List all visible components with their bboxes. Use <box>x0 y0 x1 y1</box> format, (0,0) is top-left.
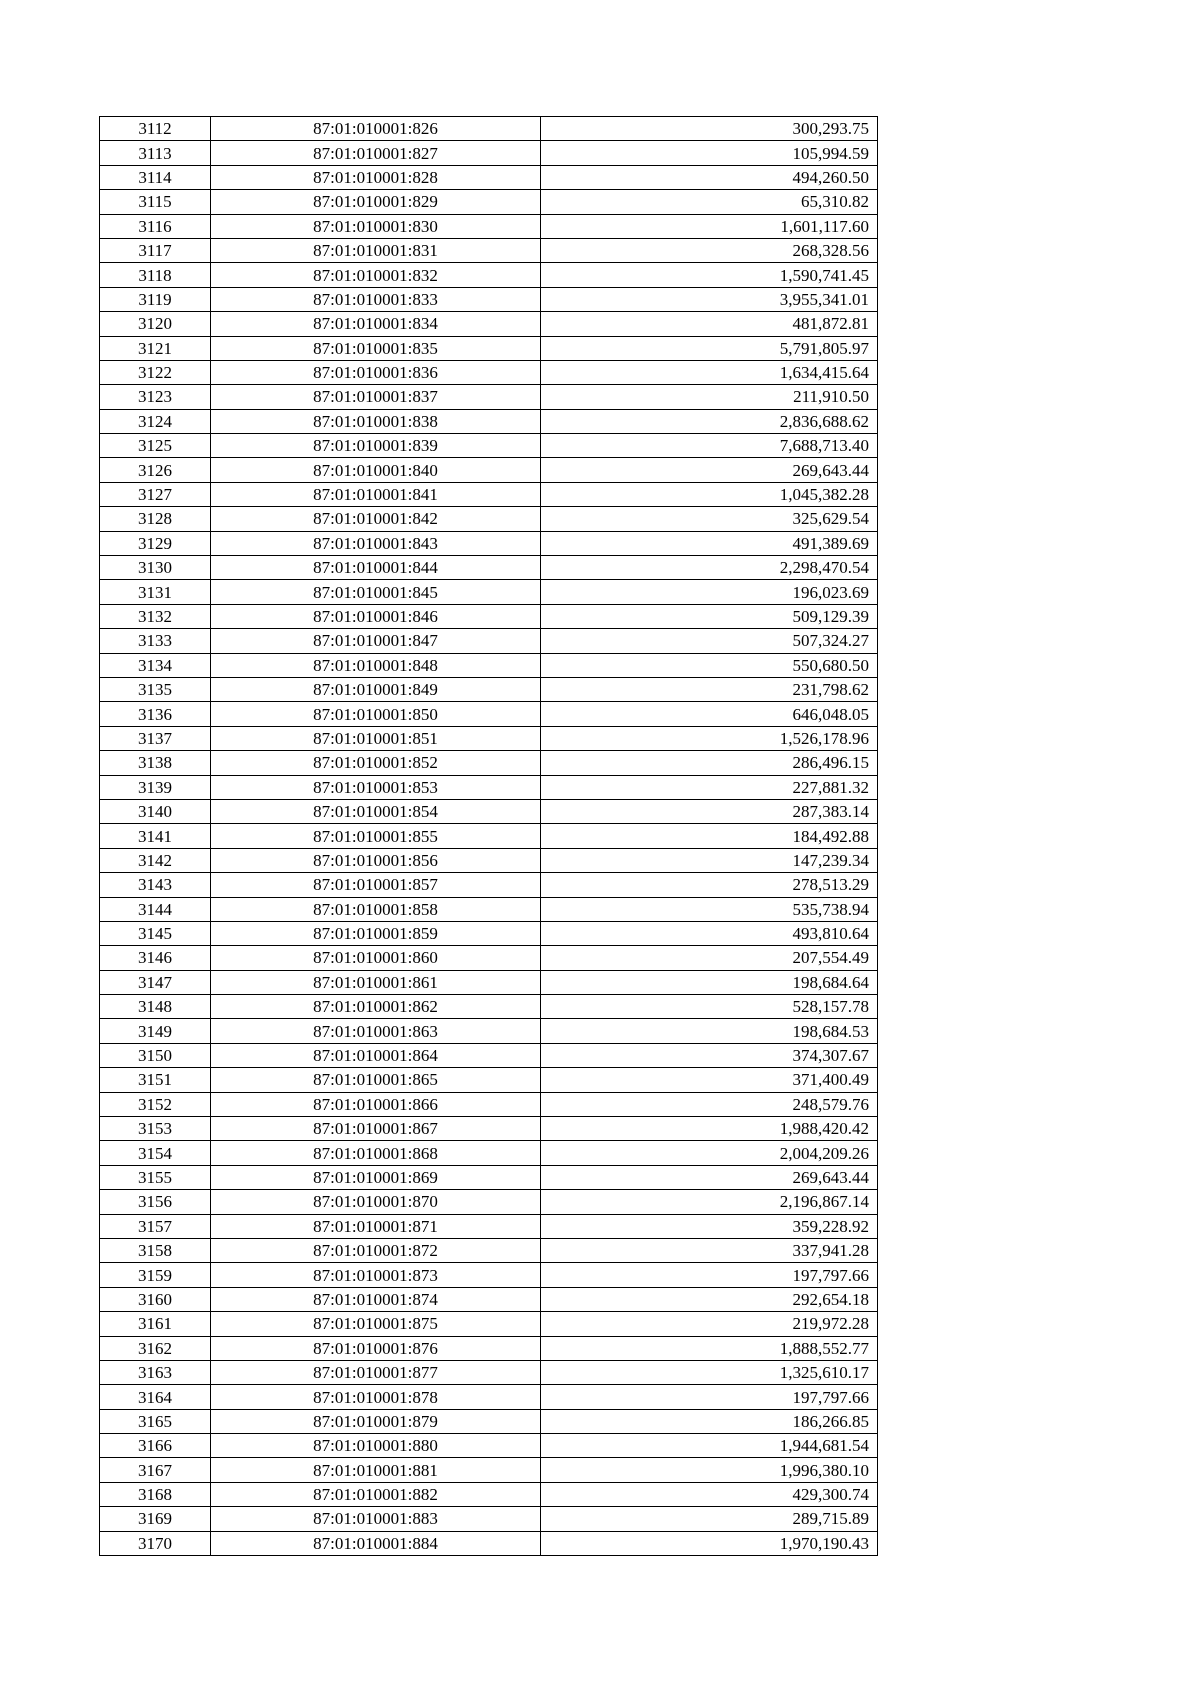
cadastral-number-cell: 87:01:010001:874 <box>211 1287 541 1311</box>
row-number-cell: 3118 <box>100 263 211 287</box>
cadastral-number-cell: 87:01:010001:855 <box>211 824 541 848</box>
row-number-cell: 3121 <box>100 336 211 360</box>
cadastral-number-cell: 87:01:010001:877 <box>211 1360 541 1384</box>
value-cell: 1,601,117.60 <box>541 214 878 238</box>
value-cell: 1,888,552.77 <box>541 1336 878 1360</box>
row-number-cell: 3134 <box>100 653 211 677</box>
row-number-cell: 3164 <box>100 1385 211 1409</box>
cadastral-number-cell: 87:01:010001:839 <box>211 434 541 458</box>
row-number-cell: 3157 <box>100 1214 211 1238</box>
table-row <box>100 677 878 701</box>
value-cell: 1,988,420.42 <box>541 1117 878 1141</box>
row-number-cell: 3160 <box>100 1287 211 1311</box>
value-cell: 429,300.74 <box>541 1482 878 1506</box>
value-cell: 371,400.49 <box>541 1068 878 1092</box>
cadastral-number-cell: 87:01:010001:873 <box>211 1263 541 1287</box>
row-number-cell: 3163 <box>100 1360 211 1384</box>
table-row <box>100 458 878 482</box>
cadastral-number-cell: 87:01:010001:860 <box>211 946 541 970</box>
table-row <box>100 360 878 384</box>
cadastral-number-cell: 87:01:010001:876 <box>211 1336 541 1360</box>
cadastral-number-cell: 87:01:010001:835 <box>211 336 541 360</box>
row-number-cell: 3165 <box>100 1409 211 1433</box>
table-row <box>100 1165 878 1189</box>
table-row <box>100 995 878 1019</box>
value-cell: 7,688,713.40 <box>541 434 878 458</box>
table-row <box>100 336 878 360</box>
row-number-cell: 3117 <box>100 238 211 262</box>
cadastral-number-cell: 87:01:010001:827 <box>211 141 541 165</box>
value-cell: 1,944,681.54 <box>541 1434 878 1458</box>
value-cell: 2,298,470.54 <box>541 556 878 580</box>
table-row <box>100 385 878 409</box>
table-row <box>100 604 878 628</box>
table-row <box>100 1092 878 1116</box>
value-cell: 1,526,178.96 <box>541 726 878 750</box>
value-cell: 197,797.66 <box>541 1385 878 1409</box>
cadastral-number-cell: 87:01:010001:870 <box>211 1190 541 1214</box>
value-cell: 105,994.59 <box>541 141 878 165</box>
cadastral-number-cell: 87:01:010001:830 <box>211 214 541 238</box>
table-row <box>100 580 878 604</box>
value-cell: 248,579.76 <box>541 1092 878 1116</box>
cadastral-number-cell: 87:01:010001:875 <box>211 1312 541 1336</box>
row-number-cell: 3155 <box>100 1165 211 1189</box>
cadastral-value-table <box>99 116 878 1556</box>
table-row <box>100 482 878 506</box>
cadastral-number-cell: 87:01:010001:862 <box>211 995 541 1019</box>
table-row <box>100 653 878 677</box>
cadastral-number-cell: 87:01:010001:852 <box>211 751 541 775</box>
cadastral-number-cell: 87:01:010001:872 <box>211 1238 541 1262</box>
table-row <box>100 629 878 653</box>
row-number-cell: 3115 <box>100 190 211 214</box>
table-row <box>100 1531 878 1555</box>
cadastral-number-cell: 87:01:010001:861 <box>211 970 541 994</box>
cadastral-number-cell: 87:01:010001:868 <box>211 1141 541 1165</box>
row-number-cell: 3127 <box>100 482 211 506</box>
cadastral-number-cell: 87:01:010001:869 <box>211 1165 541 1189</box>
cadastral-number-cell: 87:01:010001:840 <box>211 458 541 482</box>
table-row <box>100 1287 878 1311</box>
cadastral-number-cell: 87:01:010001:847 <box>211 629 541 653</box>
cadastral-number-cell: 87:01:010001:882 <box>211 1482 541 1506</box>
value-cell: 197,797.66 <box>541 1263 878 1287</box>
table-row <box>100 238 878 262</box>
cadastral-number-cell: 87:01:010001:832 <box>211 263 541 287</box>
row-number-cell: 3159 <box>100 1263 211 1287</box>
cadastral-number-cell: 87:01:010001:849 <box>211 677 541 701</box>
value-cell: 325,629.54 <box>541 507 878 531</box>
cadastral-number-cell: 87:01:010001:857 <box>211 873 541 897</box>
table-row <box>100 1141 878 1165</box>
value-cell: 2,196,867.14 <box>541 1190 878 1214</box>
table-row <box>100 312 878 336</box>
value-cell: 2,004,209.26 <box>541 1141 878 1165</box>
cadastral-number-cell: 87:01:010001:879 <box>211 1409 541 1433</box>
value-cell: 1,634,415.64 <box>541 360 878 384</box>
cadastral-number-cell: 87:01:010001:858 <box>211 897 541 921</box>
table-body <box>100 117 878 1556</box>
table-row <box>100 751 878 775</box>
table-row <box>100 1507 878 1531</box>
value-cell: 231,798.62 <box>541 677 878 701</box>
value-cell: 269,643.44 <box>541 458 878 482</box>
table-row <box>100 1263 878 1287</box>
row-number-cell: 3153 <box>100 1117 211 1141</box>
row-number-cell: 3149 <box>100 1019 211 1043</box>
cadastral-number-cell: 87:01:010001:871 <box>211 1214 541 1238</box>
table-row <box>100 897 878 921</box>
row-number-cell: 3140 <box>100 799 211 823</box>
row-number-cell: 3138 <box>100 751 211 775</box>
table-row <box>100 702 878 726</box>
cadastral-number-cell: 87:01:010001:842 <box>211 507 541 531</box>
row-number-cell: 3120 <box>100 312 211 336</box>
row-number-cell: 3154 <box>100 1141 211 1165</box>
value-cell: 219,972.28 <box>541 1312 878 1336</box>
table-row <box>100 1409 878 1433</box>
cadastral-number-cell: 87:01:010001:850 <box>211 702 541 726</box>
value-cell: 287,383.14 <box>541 799 878 823</box>
value-cell: 278,513.29 <box>541 873 878 897</box>
row-number-cell: 3151 <box>100 1068 211 1092</box>
cadastral-number-cell: 87:01:010001:831 <box>211 238 541 262</box>
table-row <box>100 970 878 994</box>
cadastral-number-cell: 87:01:010001:853 <box>211 775 541 799</box>
row-number-cell: 3167 <box>100 1458 211 1482</box>
row-number-cell: 3125 <box>100 434 211 458</box>
cadastral-number-cell: 87:01:010001:856 <box>211 848 541 872</box>
table-row <box>100 214 878 238</box>
row-number-cell: 3137 <box>100 726 211 750</box>
row-number-cell: 3114 <box>100 165 211 189</box>
table-row <box>100 775 878 799</box>
value-cell: 3,955,341.01 <box>541 287 878 311</box>
value-cell: 196,023.69 <box>541 580 878 604</box>
table-row <box>100 1190 878 1214</box>
row-number-cell: 3123 <box>100 385 211 409</box>
row-number-cell: 3130 <box>100 556 211 580</box>
table-row <box>100 1019 878 1043</box>
table-row <box>100 507 878 531</box>
row-number-cell: 3112 <box>100 117 211 141</box>
cadastral-number-cell: 87:01:010001:843 <box>211 531 541 555</box>
row-number-cell: 3139 <box>100 775 211 799</box>
row-number-cell: 3148 <box>100 995 211 1019</box>
row-number-cell: 3170 <box>100 1531 211 1555</box>
row-number-cell: 3129 <box>100 531 211 555</box>
value-cell: 509,129.39 <box>541 604 878 628</box>
table-row <box>100 1312 878 1336</box>
table-row <box>100 1385 878 1409</box>
cadastral-number-cell: 87:01:010001:863 <box>211 1019 541 1043</box>
value-cell: 292,654.18 <box>541 1287 878 1311</box>
row-number-cell: 3150 <box>100 1043 211 1067</box>
value-cell: 493,810.64 <box>541 921 878 945</box>
row-number-cell: 3161 <box>100 1312 211 1336</box>
table-row <box>100 263 878 287</box>
cadastral-number-cell: 87:01:010001:881 <box>211 1458 541 1482</box>
table-row <box>100 531 878 555</box>
cadastral-number-cell: 87:01:010001:836 <box>211 360 541 384</box>
value-cell: 528,157.78 <box>541 995 878 1019</box>
cadastral-number-cell: 87:01:010001:837 <box>211 385 541 409</box>
value-cell: 535,738.94 <box>541 897 878 921</box>
row-number-cell: 3141 <box>100 824 211 848</box>
value-cell: 481,872.81 <box>541 312 878 336</box>
value-cell: 494,260.50 <box>541 165 878 189</box>
cadastral-number-cell: 87:01:010001:833 <box>211 287 541 311</box>
row-number-cell: 3152 <box>100 1092 211 1116</box>
table-row <box>100 726 878 750</box>
value-cell: 186,266.85 <box>541 1409 878 1433</box>
cadastral-number-cell: 87:01:010001:884 <box>211 1531 541 1555</box>
table-row <box>100 873 878 897</box>
cadastral-number-cell: 87:01:010001:826 <box>211 117 541 141</box>
row-number-cell: 3168 <box>100 1482 211 1506</box>
table-row <box>100 1482 878 1506</box>
table-row <box>100 190 878 214</box>
value-cell: 646,048.05 <box>541 702 878 726</box>
value-cell: 491,389.69 <box>541 531 878 555</box>
cadastral-number-cell: 87:01:010001:834 <box>211 312 541 336</box>
value-cell: 147,239.34 <box>541 848 878 872</box>
row-number-cell: 3143 <box>100 873 211 897</box>
value-cell: 286,496.15 <box>541 751 878 775</box>
cadastral-number-cell: 87:01:010001:846 <box>211 604 541 628</box>
value-cell: 1,325,610.17 <box>541 1360 878 1384</box>
cadastral-number-cell: 87:01:010001:844 <box>211 556 541 580</box>
row-number-cell: 3144 <box>100 897 211 921</box>
row-number-cell: 3136 <box>100 702 211 726</box>
cadastral-number-cell: 87:01:010001:848 <box>211 653 541 677</box>
value-cell: 359,228.92 <box>541 1214 878 1238</box>
row-number-cell: 3131 <box>100 580 211 604</box>
table-row <box>100 165 878 189</box>
cadastral-number-cell: 87:01:010001:851 <box>211 726 541 750</box>
row-number-cell: 3147 <box>100 970 211 994</box>
value-cell: 337,941.28 <box>541 1238 878 1262</box>
cadastral-number-cell: 87:01:010001:838 <box>211 409 541 433</box>
table-row <box>100 1117 878 1141</box>
table-row <box>100 117 878 141</box>
row-number-cell: 3122 <box>100 360 211 384</box>
table-row <box>100 556 878 580</box>
cadastral-number-cell: 87:01:010001:865 <box>211 1068 541 1092</box>
table-row <box>100 921 878 945</box>
row-number-cell: 3166 <box>100 1434 211 1458</box>
value-cell: 198,684.64 <box>541 970 878 994</box>
value-cell: 1,996,380.10 <box>541 1458 878 1482</box>
table-row <box>100 824 878 848</box>
value-cell: 1,045,382.28 <box>541 482 878 506</box>
value-cell: 198,684.53 <box>541 1019 878 1043</box>
row-number-cell: 3135 <box>100 677 211 701</box>
cadastral-number-cell: 87:01:010001:883 <box>211 1507 541 1531</box>
cadastral-number-cell: 87:01:010001:864 <box>211 1043 541 1067</box>
cadastral-number-cell: 87:01:010001:859 <box>211 921 541 945</box>
value-cell: 374,307.67 <box>541 1043 878 1067</box>
row-number-cell: 3169 <box>100 1507 211 1531</box>
row-number-cell: 3113 <box>100 141 211 165</box>
value-cell: 211,910.50 <box>541 385 878 409</box>
row-number-cell: 3162 <box>100 1336 211 1360</box>
value-cell: 289,715.89 <box>541 1507 878 1531</box>
table-row <box>100 799 878 823</box>
row-number-cell: 3119 <box>100 287 211 311</box>
value-cell: 1,590,741.45 <box>541 263 878 287</box>
value-cell: 65,310.82 <box>541 190 878 214</box>
value-cell: 207,554.49 <box>541 946 878 970</box>
cadastral-number-cell: 87:01:010001:866 <box>211 1092 541 1116</box>
table-row <box>100 1434 878 1458</box>
value-cell: 507,324.27 <box>541 629 878 653</box>
value-cell: 1,970,190.43 <box>541 1531 878 1555</box>
value-cell: 5,791,805.97 <box>541 336 878 360</box>
table-row <box>100 848 878 872</box>
cadastral-number-cell: 87:01:010001:880 <box>211 1434 541 1458</box>
cadastral-number-cell: 87:01:010001:867 <box>211 1117 541 1141</box>
row-number-cell: 3142 <box>100 848 211 872</box>
table-row <box>100 1336 878 1360</box>
table-row <box>100 287 878 311</box>
row-number-cell: 3146 <box>100 946 211 970</box>
cadastral-number-cell: 87:01:010001:878 <box>211 1385 541 1409</box>
table-row <box>100 1043 878 1067</box>
cadastral-number-cell: 87:01:010001:845 <box>211 580 541 604</box>
table-row <box>100 1068 878 1092</box>
row-number-cell: 3132 <box>100 604 211 628</box>
value-cell: 300,293.75 <box>541 117 878 141</box>
value-cell: 269,643.44 <box>541 1165 878 1189</box>
cadastral-number-cell: 87:01:010001:829 <box>211 190 541 214</box>
value-cell: 184,492.88 <box>541 824 878 848</box>
row-number-cell: 3145 <box>100 921 211 945</box>
row-number-cell: 3116 <box>100 214 211 238</box>
value-cell: 2,836,688.62 <box>541 409 878 433</box>
table-row <box>100 409 878 433</box>
cadastral-number-cell: 87:01:010001:828 <box>211 165 541 189</box>
row-number-cell: 3124 <box>100 409 211 433</box>
table-row <box>100 141 878 165</box>
table-row <box>100 1214 878 1238</box>
row-number-cell: 3128 <box>100 507 211 531</box>
row-number-cell: 3156 <box>100 1190 211 1214</box>
table-row <box>100 1360 878 1384</box>
table-row <box>100 1238 878 1262</box>
table-row <box>100 946 878 970</box>
cadastral-number-cell: 87:01:010001:841 <box>211 482 541 506</box>
value-cell: 268,328.56 <box>541 238 878 262</box>
table-row <box>100 434 878 458</box>
cadastral-number-cell: 87:01:010001:854 <box>211 799 541 823</box>
row-number-cell: 3133 <box>100 629 211 653</box>
value-cell: 550,680.50 <box>541 653 878 677</box>
row-number-cell: 3158 <box>100 1238 211 1262</box>
row-number-cell: 3126 <box>100 458 211 482</box>
table-row <box>100 1458 878 1482</box>
value-cell: 227,881.32 <box>541 775 878 799</box>
